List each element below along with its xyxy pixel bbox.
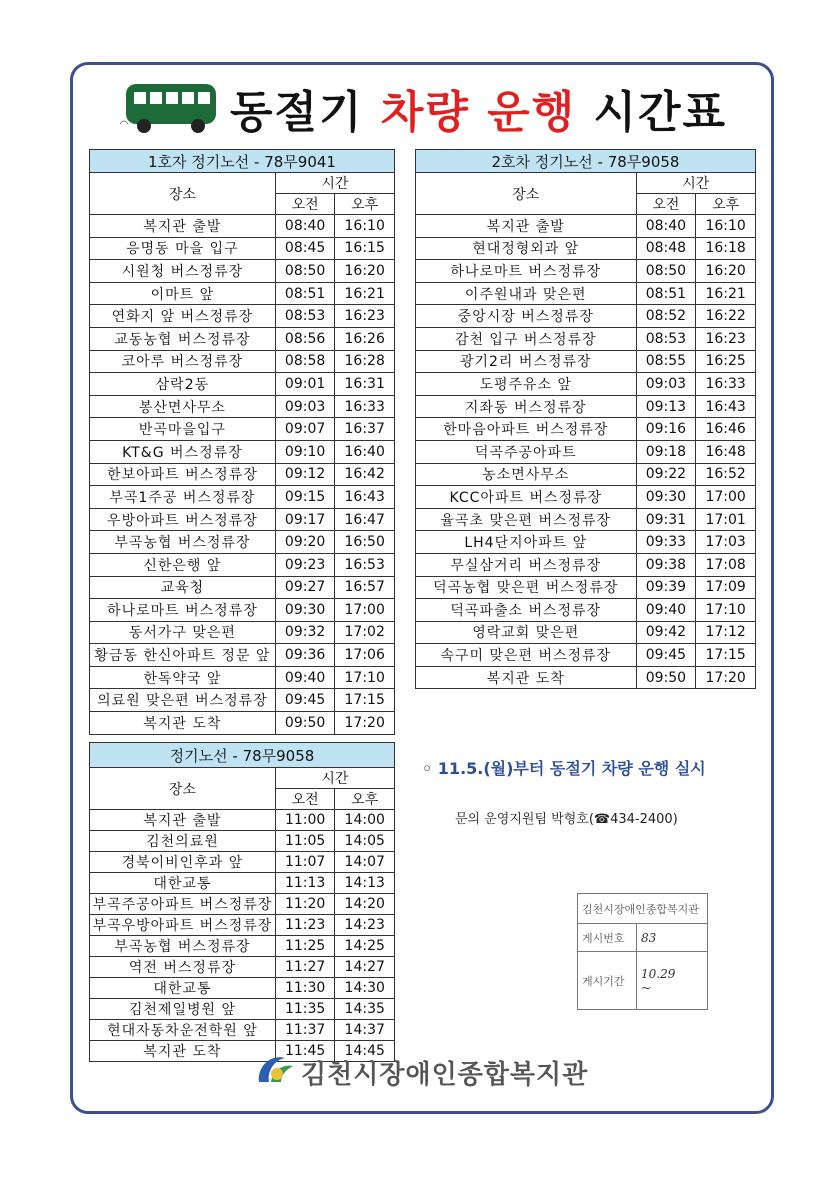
am-time: 08:40 bbox=[275, 215, 335, 238]
am-time: 09:38 bbox=[636, 553, 696, 576]
am-time: 09:40 bbox=[275, 666, 335, 689]
table-row bbox=[90, 978, 395, 999]
pm-time: 14:13 bbox=[335, 873, 395, 894]
stop-name: 율곡초 맞은편 버스정류장 bbox=[416, 508, 637, 531]
stop-name: 역전 버스정류장 bbox=[90, 957, 276, 978]
stop-name: LH4단지아파트 앞 bbox=[416, 531, 637, 554]
pm-time: 16:43 bbox=[696, 395, 756, 418]
pm-time: 16:22 bbox=[696, 305, 756, 328]
pm-time: 17:20 bbox=[696, 666, 756, 689]
pm-time: 16:21 bbox=[696, 282, 756, 305]
am-time: 09:18 bbox=[636, 440, 696, 463]
am-time: 09:10 bbox=[275, 440, 335, 463]
table-row bbox=[90, 395, 395, 418]
route3-name: 정기노선 - 78무9058 bbox=[90, 743, 395, 768]
stamp-no-label: 게시번호 bbox=[578, 924, 637, 952]
stop-name: 대한교통 bbox=[90, 873, 276, 894]
pm-time: 17:01 bbox=[696, 508, 756, 531]
stop-name: 복지관 도착 bbox=[416, 666, 637, 689]
stop-name: 대한교통 bbox=[90, 978, 276, 999]
stop-name: 김천의료원 bbox=[90, 831, 276, 852]
posting-stamp bbox=[577, 893, 708, 1010]
table-row bbox=[90, 999, 395, 1020]
stop-name: 현대자동차운전학원 앞 bbox=[90, 1020, 276, 1041]
am-time: 08:50 bbox=[636, 260, 696, 283]
table-row bbox=[416, 553, 756, 576]
am-time: 11:20 bbox=[275, 894, 335, 915]
pm-time: 14:23 bbox=[335, 915, 395, 936]
am-time: 09:07 bbox=[275, 418, 335, 441]
am-header: 오전 bbox=[636, 194, 696, 215]
stop-name: 이주원내과 맞은편 bbox=[416, 282, 637, 305]
stop-name: 복지관 도착 bbox=[90, 712, 276, 735]
stop-name: 하나로마트 버스정류장 bbox=[90, 599, 276, 622]
pm-time: 16:28 bbox=[335, 350, 395, 373]
table-row bbox=[90, 576, 395, 599]
pm-time: 14:25 bbox=[335, 936, 395, 957]
pm-time: 17:12 bbox=[696, 621, 756, 644]
table-row bbox=[416, 215, 756, 238]
am-time: 09:03 bbox=[636, 373, 696, 396]
table-row bbox=[90, 936, 395, 957]
pm-time: 16:40 bbox=[335, 440, 395, 463]
am-time: 09:23 bbox=[275, 553, 335, 576]
am-time: 09:27 bbox=[275, 576, 335, 599]
title-part1: 동절기 bbox=[230, 87, 364, 138]
table-row bbox=[90, 894, 395, 915]
table-row bbox=[416, 486, 756, 509]
stop-name: 한독약국 앞 bbox=[90, 666, 276, 689]
am-time: 11:23 bbox=[275, 915, 335, 936]
time-header: 시간 bbox=[275, 768, 394, 789]
pm-time: 16:20 bbox=[696, 260, 756, 283]
time-header: 시간 bbox=[636, 173, 755, 194]
table-row bbox=[90, 531, 395, 554]
pm-time: 16:46 bbox=[696, 418, 756, 441]
pm-time: 16:10 bbox=[696, 215, 756, 238]
table-row bbox=[90, 915, 395, 936]
table-row bbox=[416, 282, 756, 305]
org-logo-icon bbox=[255, 1052, 295, 1088]
table-row bbox=[90, 440, 395, 463]
pm-time: 14:37 bbox=[335, 1020, 395, 1041]
table-row bbox=[90, 1020, 395, 1041]
stop-name: 광기2리 버스정류장 bbox=[416, 350, 637, 373]
table-row bbox=[416, 327, 756, 350]
pm-time: 17:09 bbox=[696, 576, 756, 599]
am-time: 08:56 bbox=[275, 327, 335, 350]
stop-name: 우방아파트 버스정류장 bbox=[90, 508, 276, 531]
am-time: 09:30 bbox=[275, 599, 335, 622]
am-time: 09:16 bbox=[636, 418, 696, 441]
stop-name: 경북이비인후과 앞 bbox=[90, 852, 276, 873]
stop-name: 한보아파트 버스정류장 bbox=[90, 463, 276, 486]
am-time: 11:45 bbox=[275, 1041, 335, 1062]
stop-name: 반곡마을입구 bbox=[90, 418, 276, 441]
stamp-period bbox=[637, 952, 708, 1010]
pm-time: 16:26 bbox=[335, 327, 395, 350]
table-row bbox=[90, 689, 395, 712]
am-time: 08:51 bbox=[636, 282, 696, 305]
stop-name: 한마음아파트 버스정류장 bbox=[416, 418, 637, 441]
pm-time: 16:31 bbox=[335, 373, 395, 396]
table-row bbox=[416, 440, 756, 463]
am-time: 09:20 bbox=[275, 531, 335, 554]
pm-time: 16:15 bbox=[335, 237, 395, 260]
stamp-period-label: 게시기간 bbox=[578, 952, 637, 1010]
title-part2: 차량 운행 bbox=[380, 87, 577, 138]
am-time: 09:32 bbox=[275, 621, 335, 644]
pm-time: 16:23 bbox=[696, 327, 756, 350]
table-row bbox=[416, 260, 756, 283]
am-time: 11:05 bbox=[275, 831, 335, 852]
am-time: 09:12 bbox=[275, 463, 335, 486]
route2-table bbox=[415, 149, 756, 689]
am-time: 09:50 bbox=[275, 712, 335, 735]
pm-time: 16:23 bbox=[335, 305, 395, 328]
stop-name: 감천 입구 버스정류장 bbox=[416, 327, 637, 350]
am-time: 08:48 bbox=[636, 237, 696, 260]
stop-name: 교동농협 버스정류장 bbox=[90, 327, 276, 350]
table-row bbox=[90, 666, 395, 689]
table-row bbox=[416, 418, 756, 441]
stop-name: 현대정형외과 앞 bbox=[416, 237, 637, 260]
am-time: 08:53 bbox=[636, 327, 696, 350]
pm-time: 14:45 bbox=[335, 1041, 395, 1062]
title-part3: 시간표 bbox=[593, 87, 728, 138]
table-row bbox=[416, 305, 756, 328]
am-time: 11:37 bbox=[275, 1020, 335, 1041]
am-header: 오전 bbox=[275, 194, 335, 215]
pm-time: 16:21 bbox=[335, 282, 395, 305]
am-time: 09:45 bbox=[636, 644, 696, 667]
table-row bbox=[416, 644, 756, 667]
place-header: 장소 bbox=[90, 768, 276, 810]
pm-time: 17:02 bbox=[335, 621, 395, 644]
stop-name: 이마트 앞 bbox=[90, 282, 276, 305]
table-row bbox=[90, 621, 395, 644]
stop-name: 봉산면사무소 bbox=[90, 395, 276, 418]
footer-org: 김천시장애인종합복지관 bbox=[301, 1060, 589, 1090]
stop-name: 덕곡주공아파트 bbox=[416, 440, 637, 463]
pm-time: 16:43 bbox=[335, 486, 395, 509]
pm-time: 14:20 bbox=[335, 894, 395, 915]
pm-time: 14:27 bbox=[335, 957, 395, 978]
pm-time: 17:08 bbox=[696, 553, 756, 576]
pm-time: 17:00 bbox=[696, 486, 756, 509]
route1-name: 1호자 정기노선 - 78무9041 bbox=[90, 150, 395, 173]
table-row bbox=[90, 810, 395, 831]
table-row bbox=[90, 712, 395, 735]
pm-time: 17:03 bbox=[696, 531, 756, 554]
table-row bbox=[90, 418, 395, 441]
footer bbox=[255, 1050, 615, 1090]
stop-name: 코아루 버스정류장 bbox=[90, 350, 276, 373]
pm-time: 14:35 bbox=[335, 999, 395, 1020]
stop-name: 부곡농협 버스정류장 bbox=[90, 936, 276, 957]
stop-name: 김천제일병원 앞 bbox=[90, 999, 276, 1020]
stop-name: 부곡1주공 버스정류장 bbox=[90, 486, 276, 509]
table-row bbox=[416, 395, 756, 418]
stop-name: KT&G 버스정류장 bbox=[90, 440, 276, 463]
pm-time: 17:15 bbox=[696, 644, 756, 667]
table-row bbox=[416, 599, 756, 622]
am-time: 08:52 bbox=[636, 305, 696, 328]
stop-name: 지좌동 버스정류장 bbox=[416, 395, 637, 418]
am-time: 11:30 bbox=[275, 978, 335, 999]
stop-name: 황금동 한신아파트 정문 앞 bbox=[90, 644, 276, 667]
am-time: 09:22 bbox=[636, 463, 696, 486]
stop-name: 덕곡파출소 버스정류장 bbox=[416, 599, 637, 622]
stop-name: 교육청 bbox=[90, 576, 276, 599]
am-time: 09:45 bbox=[275, 689, 335, 712]
stop-name: 부곡농협 버스정류장 bbox=[90, 531, 276, 554]
am-time: 11:27 bbox=[275, 957, 335, 978]
bus-icon bbox=[120, 80, 220, 134]
table-row bbox=[90, 282, 395, 305]
stop-name: 복지관 도착 bbox=[90, 1041, 276, 1062]
pm-time: 16:42 bbox=[335, 463, 395, 486]
pm-header: 오후 bbox=[696, 194, 756, 215]
table-row bbox=[416, 373, 756, 396]
stop-name: 속구미 맞은편 버스정류장 bbox=[416, 644, 637, 667]
pm-time: 16:47 bbox=[335, 508, 395, 531]
table-row bbox=[90, 260, 395, 283]
stop-name: 영락교회 맞은편 bbox=[416, 621, 637, 644]
stop-name: 도평주유소 앞 bbox=[416, 373, 637, 396]
page-title bbox=[120, 70, 740, 140]
am-time: 11:25 bbox=[275, 936, 335, 957]
pm-time: 17:15 bbox=[335, 689, 395, 712]
place-header: 장소 bbox=[90, 173, 276, 215]
am-header: 오전 bbox=[275, 789, 335, 810]
stop-name: 삼락2동 bbox=[90, 373, 276, 396]
pm-time: 16:18 bbox=[696, 237, 756, 260]
table-row bbox=[416, 237, 756, 260]
stop-name: 복지관 출발 bbox=[90, 810, 276, 831]
table-row bbox=[90, 957, 395, 978]
stop-name: 부곡우방아파트 버스정류장 bbox=[90, 915, 276, 936]
route1-table bbox=[89, 149, 395, 735]
pm-time: 17:10 bbox=[696, 599, 756, 622]
contact-text: 문의 운영지원팀 박형호(☎434-2400) bbox=[455, 812, 678, 827]
pm-time: 17:20 bbox=[335, 712, 395, 735]
stop-name: 의료원 맞은편 버스정류장 bbox=[90, 689, 276, 712]
table-row bbox=[90, 327, 395, 350]
am-time: 09:30 bbox=[636, 486, 696, 509]
pm-time: 17:10 bbox=[335, 666, 395, 689]
stop-name: 농소면사무소 bbox=[416, 463, 637, 486]
am-time: 11:13 bbox=[275, 873, 335, 894]
stop-name: 동서가구 맞은편 bbox=[90, 621, 276, 644]
stop-name: 부곡주공아파트 버스정류장 bbox=[90, 894, 276, 915]
am-time: 11:35 bbox=[275, 999, 335, 1020]
stamp-org: 김천시장애인종합복지관 bbox=[578, 894, 708, 924]
pm-time: 16:52 bbox=[696, 463, 756, 486]
stop-name: 응명동 마을 입구 bbox=[90, 237, 276, 260]
table-row bbox=[90, 237, 395, 260]
stop-name: 무실삼거리 버스정류장 bbox=[416, 553, 637, 576]
am-time: 09:42 bbox=[636, 621, 696, 644]
table-row bbox=[416, 350, 756, 373]
am-time: 08:53 bbox=[275, 305, 335, 328]
stop-name: 덕곡농협 맞은편 버스정류장 bbox=[416, 576, 637, 599]
table-row bbox=[90, 873, 395, 894]
pm-time: 16:10 bbox=[335, 215, 395, 238]
pm-time: 17:06 bbox=[335, 644, 395, 667]
table-row bbox=[416, 576, 756, 599]
am-time: 09:36 bbox=[275, 644, 335, 667]
table-row bbox=[90, 553, 395, 576]
stop-name: 신한은행 앞 bbox=[90, 553, 276, 576]
table-row bbox=[90, 852, 395, 873]
stop-name: 복지관 출발 bbox=[90, 215, 276, 238]
stamp-no: 83 bbox=[637, 924, 708, 952]
table-row bbox=[416, 666, 756, 689]
pm-time: 16:50 bbox=[335, 531, 395, 554]
table-row bbox=[416, 508, 756, 531]
am-time: 09:31 bbox=[636, 508, 696, 531]
pm-time: 16:53 bbox=[335, 553, 395, 576]
table-row bbox=[416, 463, 756, 486]
place-header: 장소 bbox=[416, 173, 637, 215]
table-row bbox=[90, 486, 395, 509]
table-row bbox=[90, 599, 395, 622]
stop-name: 하나로마트 버스정류장 bbox=[416, 260, 637, 283]
pm-time: 16:57 bbox=[335, 576, 395, 599]
pm-time: 14:30 bbox=[335, 978, 395, 999]
pm-time: 14:05 bbox=[335, 831, 395, 852]
am-time: 09:03 bbox=[275, 395, 335, 418]
route2-name: 2호차 정기노선 - 78무9058 bbox=[416, 150, 756, 173]
pm-time: 14:00 bbox=[335, 810, 395, 831]
table-row bbox=[90, 373, 395, 396]
pm-header: 오후 bbox=[335, 789, 395, 810]
pm-time: 16:25 bbox=[696, 350, 756, 373]
time-header: 시간 bbox=[275, 173, 394, 194]
am-time: 08:51 bbox=[275, 282, 335, 305]
am-time: 09:39 bbox=[636, 576, 696, 599]
am-time: 09:17 bbox=[275, 508, 335, 531]
route3-table bbox=[89, 742, 395, 1062]
table-row bbox=[90, 508, 395, 531]
notice-text: ◦ 11.5.(월)부터 동절기 차량 운행 실시 bbox=[422, 759, 706, 778]
stop-name: 시원청 버스정류장 bbox=[90, 260, 276, 283]
table-row bbox=[90, 831, 395, 852]
pm-time: 17:00 bbox=[335, 599, 395, 622]
pm-header: 오후 bbox=[335, 194, 395, 215]
pm-time: 14:07 bbox=[335, 852, 395, 873]
pm-time: 16:37 bbox=[335, 418, 395, 441]
table-row bbox=[416, 621, 756, 644]
am-time: 08:45 bbox=[275, 237, 335, 260]
stop-name: 중앙시장 버스정류장 bbox=[416, 305, 637, 328]
pm-time: 16:33 bbox=[335, 395, 395, 418]
stamp-period-start: 10.29 bbox=[641, 966, 676, 981]
am-time: 09:50 bbox=[636, 666, 696, 689]
stop-name: 복지관 출발 bbox=[416, 215, 637, 238]
am-time: 11:07 bbox=[275, 852, 335, 873]
am-time: 08:40 bbox=[636, 215, 696, 238]
am-time: 09:13 bbox=[636, 395, 696, 418]
am-time: 08:50 bbox=[275, 260, 335, 283]
am-time: 08:55 bbox=[636, 350, 696, 373]
table-row bbox=[90, 215, 395, 238]
am-time: 11:00 bbox=[275, 810, 335, 831]
stop-name: KCC아파트 버스정류장 bbox=[416, 486, 637, 509]
am-time: 09:01 bbox=[275, 373, 335, 396]
am-time: 09:40 bbox=[636, 599, 696, 622]
am-time: 08:58 bbox=[275, 350, 335, 373]
table-row bbox=[90, 463, 395, 486]
pm-time: 16:33 bbox=[696, 373, 756, 396]
am-time: 09:33 bbox=[636, 531, 696, 554]
am-time: 09:15 bbox=[275, 486, 335, 509]
table-row bbox=[90, 350, 395, 373]
pm-time: 16:48 bbox=[696, 440, 756, 463]
stamp-period-end: ~ bbox=[641, 980, 652, 995]
table-row bbox=[90, 644, 395, 667]
pm-time: 16:20 bbox=[335, 260, 395, 283]
stop-name: 연화지 앞 버스정류장 bbox=[90, 305, 276, 328]
table-row bbox=[416, 531, 756, 554]
table-row bbox=[90, 305, 395, 328]
